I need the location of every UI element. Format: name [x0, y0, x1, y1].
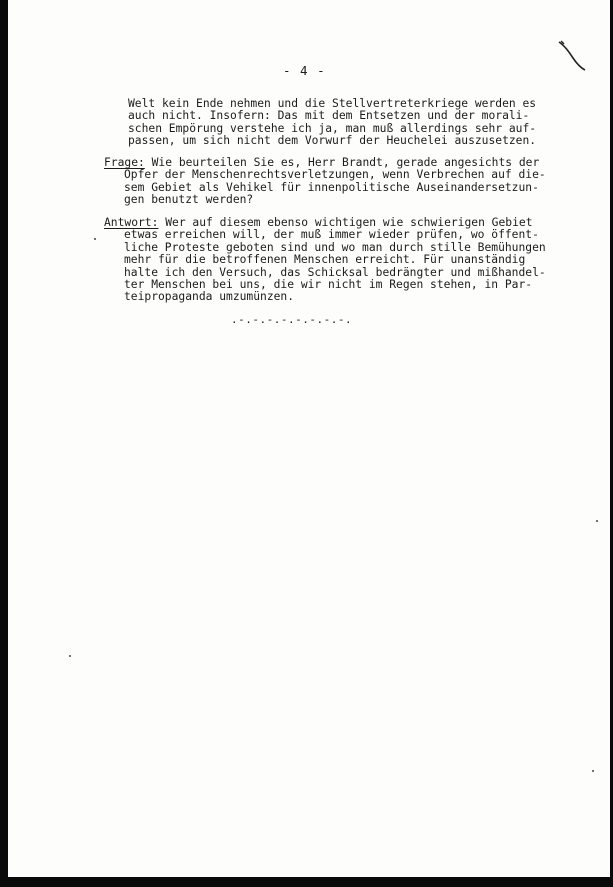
text-line: schen Empörung verstehe ich ja, man muß allerdings sehr auf- — [128, 121, 537, 135]
text-line: passen, um sich nicht dem Vorwurf der Heuchelei auszusetzen. — [128, 134, 537, 148]
text-line: teipropaganda umzumünzen. — [124, 290, 295, 304]
pen-mark — [555, 38, 589, 74]
text-line: auch nicht. Insofern: Das mit dem Entsetzen und der morali- — [128, 109, 530, 123]
text-line: halte ich den Versuch, das Schicksal bedrängter und mißhandel- — [124, 265, 546, 279]
text-line: mehr für die betroffenen Menschen erreicht. Für unanständig — [124, 253, 526, 267]
scan-speck — [596, 520, 598, 522]
text-line: Wie beurteilen Sie es, Herr Brandt, gerade angesichts der — [144, 156, 540, 169]
question-block — [104, 157, 546, 207]
scan-speck — [94, 238, 96, 240]
text-line: Wer auf diesem ebenso wichtigen wie schwierigen Gebiet — [158, 216, 533, 229]
question-body — [104, 169, 546, 206]
page-number: - 4 - — [283, 63, 326, 78]
text-line: liche Proteste geboten sind und wo man durch stille Bemühungen — [124, 240, 546, 254]
continuation-paragraph — [128, 98, 560, 148]
text-line: Opfer der Menschenrechtsverletzungen, wenn Verbrechen auf die- — [124, 168, 546, 182]
section-separator: .-.-.-.-.-.-.-.-. — [231, 313, 353, 326]
text-line: sem Gebiet als Vehikel für innenpolitische Auseinandersetzun- — [124, 180, 539, 194]
text-line: Welt kein Ende nehmen und die Stellvertreterkriege werden es — [128, 97, 537, 110]
scan-speck — [592, 770, 594, 772]
answer-first-line — [104, 216, 533, 229]
text-line: ter Menschen bei uns, die wir nicht im Regen stehen, in Par- — [124, 278, 533, 292]
text-line: gen benutzt werden? — [124, 193, 254, 207]
answer-block — [104, 217, 546, 304]
answer-body — [104, 229, 546, 303]
text-line: etwas erreichen will, der muß immer wieder prüfen, wo öffent- — [124, 228, 539, 242]
answer-label: Antwort: — [104, 216, 159, 229]
question-label: Frage: — [104, 156, 145, 169]
question-first-line — [104, 156, 539, 169]
scan-speck — [69, 655, 71, 657]
